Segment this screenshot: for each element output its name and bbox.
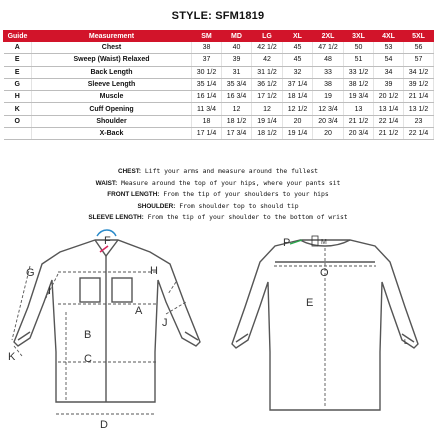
- size-value-cell: 13 1/4: [374, 103, 404, 115]
- guide-cell: G: [4, 78, 32, 90]
- note-term: FRONT LENGTH:: [107, 191, 160, 199]
- size-value-cell: 38: [192, 42, 222, 54]
- size-value-cell: 57: [404, 54, 434, 66]
- header-size: 3XL: [344, 31, 374, 42]
- size-chart-table: [3, 30, 434, 140]
- header-guide: Guide: [4, 31, 32, 42]
- size-value-cell: 20 1/2: [374, 91, 404, 103]
- header-size: SM: [192, 31, 222, 42]
- header-size: LG: [252, 31, 283, 42]
- label-g: G: [26, 267, 35, 279]
- label-c: C: [84, 353, 92, 365]
- header-size: MD: [222, 31, 252, 42]
- size-value-cell: 12: [222, 103, 252, 115]
- size-value-cell: 21 1/2: [344, 115, 374, 127]
- label-h: H: [150, 265, 158, 277]
- table-row: [4, 115, 434, 127]
- size-value-cell: 40: [222, 42, 252, 54]
- measurement-cell: Shoulder: [32, 115, 192, 127]
- size-value-cell: 47 1/2: [313, 42, 344, 54]
- size-value-cell: 37 1/4: [283, 78, 313, 90]
- note-chest: [0, 166, 436, 178]
- note-text: From the tip of your shoulders to your hips: [159, 190, 329, 199]
- size-value-cell: 22 1/4: [374, 115, 404, 127]
- size-value-cell: 19: [313, 91, 344, 103]
- size-value-cell: 34: [374, 66, 404, 78]
- size-value-cell: 13 1/2: [404, 103, 434, 115]
- size-value-cell: 16 1/4: [192, 91, 222, 103]
- label-a: A: [135, 305, 143, 317]
- size-value-cell: 56: [404, 42, 434, 54]
- measurement-notes: [0, 166, 436, 224]
- size-value-cell: 19 1/4: [252, 115, 283, 127]
- size-value-cell: 34 1/2: [404, 66, 434, 78]
- note-term: CHEST:: [117, 168, 142, 175]
- guide-cell: K: [4, 103, 32, 115]
- size-value-cell: 18: [192, 115, 222, 127]
- size-value-cell: 12 1/2: [283, 103, 313, 115]
- size-value-cell: 54: [374, 54, 404, 66]
- label-m: M: [321, 239, 327, 246]
- header-size: 4XL: [374, 31, 404, 42]
- front-shirt-drawing: [14, 240, 200, 402]
- table-row: [4, 128, 434, 140]
- front-measure-lines: [12, 266, 186, 414]
- label-i: I: [48, 285, 52, 297]
- guide-cell: O: [4, 115, 32, 127]
- size-value-cell: 20: [313, 128, 344, 140]
- size-value-cell: 38: [313, 78, 344, 90]
- size-value-cell: 12 3/4: [313, 103, 344, 115]
- size-value-cell: 22 1/4: [404, 128, 434, 140]
- guide-cell: E: [4, 66, 32, 78]
- size-value-cell: 32: [283, 66, 313, 78]
- measurement-cell: Sleeve Length: [32, 78, 192, 90]
- table-row: [4, 103, 434, 115]
- size-value-cell: 39 1/2: [404, 78, 434, 90]
- size-value-cell: 51: [344, 54, 374, 66]
- measurement-cell: Cuff Opening: [32, 103, 192, 115]
- table-row: [4, 66, 434, 78]
- size-value-cell: 38 1/2: [344, 78, 374, 90]
- note-text: Lift your arms and measure around the fullest: [141, 167, 319, 175]
- note-text: From shoulder top to should tip: [175, 201, 299, 210]
- size-value-cell: 20: [283, 115, 313, 127]
- size-value-cell: 17 3/4: [222, 128, 252, 140]
- size-value-cell: 18 1/2: [222, 115, 252, 127]
- shirt-measurement-diagram: [0, 222, 436, 432]
- label-j: J: [162, 317, 168, 329]
- header-measurement: Measurement: [32, 31, 192, 42]
- note-term: SHOULDER:: [137, 202, 176, 210]
- size-value-cell: 20 3/4: [344, 128, 374, 140]
- style-title: STYLE: SFM1819: [171, 10, 265, 22]
- guide-cell: A: [4, 42, 32, 54]
- size-value-cell: 39: [374, 78, 404, 90]
- size-value-cell: 17 1/2: [252, 91, 283, 103]
- guide-cell: E: [4, 54, 32, 66]
- size-value-cell: 18 1/2: [252, 128, 283, 140]
- size-value-cell: 36 1/2: [252, 78, 283, 90]
- size-value-cell: 39: [222, 54, 252, 66]
- note-term: WAIST:: [95, 179, 118, 187]
- label-e: E: [306, 297, 314, 309]
- size-value-cell: 17 1/4: [192, 128, 222, 140]
- header-size: XL: [283, 31, 313, 42]
- note-text: Measure around the top of your hips, where your pants sit: [117, 178, 341, 187]
- size-value-cell: 19 3/4: [344, 91, 374, 103]
- note-text: From the tip of your shoulder to the bottom of wrist: [143, 213, 348, 222]
- size-value-cell: 31: [222, 66, 252, 78]
- header-size: 2XL: [313, 31, 344, 42]
- note-front-length: [0, 189, 436, 201]
- measurement-cell: Chest: [32, 42, 192, 54]
- size-value-cell: 12: [252, 103, 283, 115]
- size-value-cell: 50: [344, 42, 374, 54]
- guide-cell: [4, 128, 32, 140]
- size-value-cell: 42: [252, 54, 283, 66]
- measurement-cell: Sweep (Waist) Relaxed: [32, 54, 192, 66]
- table-header-row: [4, 31, 434, 42]
- size-value-cell: 23: [404, 115, 434, 127]
- size-value-cell: 20 3/4: [313, 115, 344, 127]
- size-value-cell: 21 1/2: [374, 128, 404, 140]
- size-value-cell: 11 3/4: [192, 103, 222, 115]
- note-term: SLEEVE LENGTH:: [88, 214, 144, 222]
- label-o: O: [320, 267, 329, 279]
- size-value-cell: 18 1/4: [283, 91, 313, 103]
- table-row: [4, 54, 434, 66]
- size-value-cell: 31 1/2: [252, 66, 283, 78]
- table-row: [4, 42, 434, 54]
- size-value-cell: 19 1/4: [283, 128, 313, 140]
- note-shoulder: [0, 201, 436, 213]
- size-value-cell: 33: [313, 66, 344, 78]
- label-p: P: [283, 237, 291, 249]
- size-value-cell: 45: [283, 54, 313, 66]
- size-value-cell: 33 1/2: [344, 66, 374, 78]
- measurement-cell: Back Length: [32, 66, 192, 78]
- guide-cell: H: [4, 91, 32, 103]
- table-row: [4, 78, 434, 90]
- label-f: F: [104, 235, 111, 247]
- size-value-cell: 53: [374, 42, 404, 54]
- size-value-cell: 48: [313, 54, 344, 66]
- size-value-cell: 13: [344, 103, 374, 115]
- label-k: K: [8, 351, 16, 363]
- size-value-cell: 21 1/4: [404, 91, 434, 103]
- note-waist: [0, 178, 436, 190]
- measurement-cell: Muscle: [32, 91, 192, 103]
- size-value-cell: 35 1/4: [192, 78, 222, 90]
- table-row: [4, 91, 434, 103]
- label-b: B: [84, 329, 92, 341]
- size-value-cell: 30 1/2: [192, 66, 222, 78]
- label-l: L: [404, 339, 408, 346]
- size-value-cell: 37: [192, 54, 222, 66]
- measurement-cell: X-Back: [32, 128, 192, 140]
- size-value-cell: 42 1/2: [252, 42, 283, 54]
- size-value-cell: 35 3/4: [222, 78, 252, 90]
- label-d: D: [100, 419, 108, 431]
- size-value-cell: 45: [283, 42, 313, 54]
- header-size: 5XL: [404, 31, 434, 42]
- size-value-cell: 16 3/4: [222, 91, 252, 103]
